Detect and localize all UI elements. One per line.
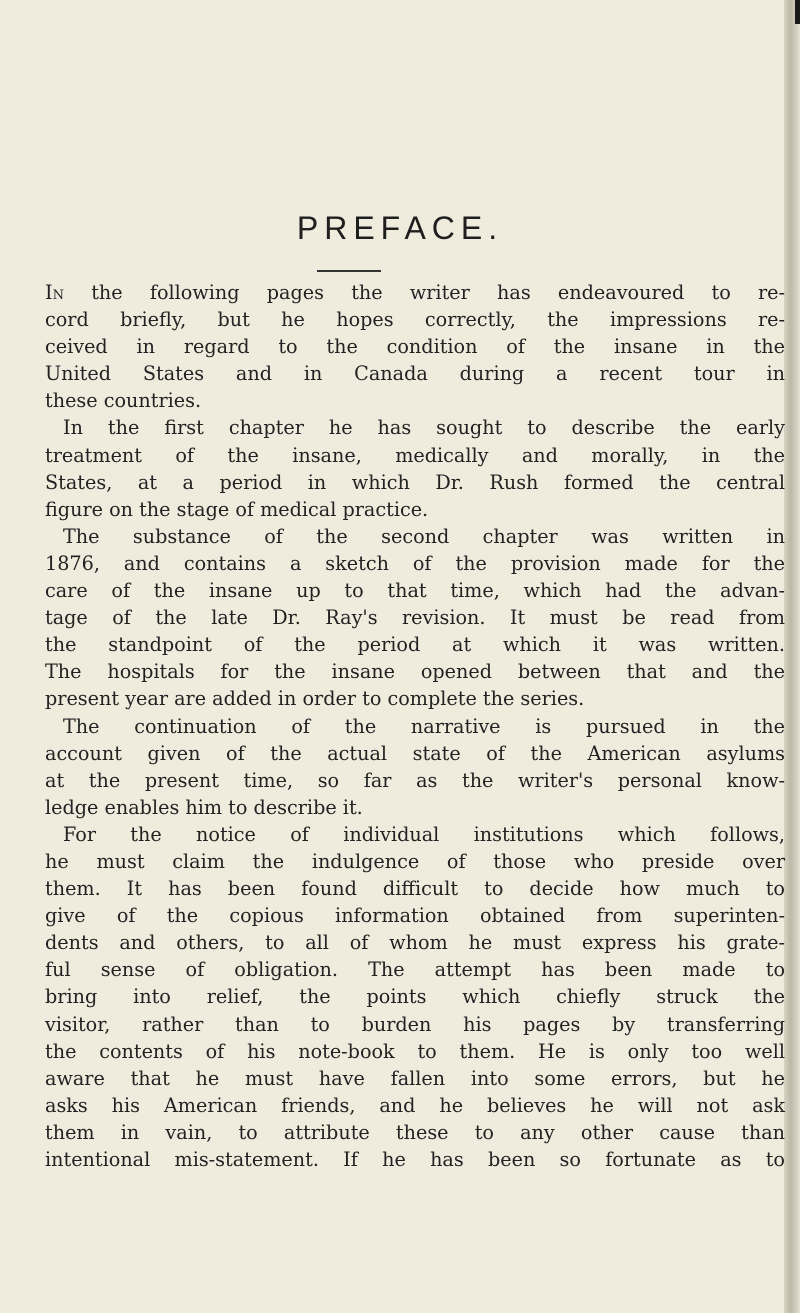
text-line: 1876, and contains a sketch of the provision made for the: [45, 551, 785, 575]
text-line: present year are added in order to complete the series.: [45, 687, 585, 711]
text-line: treatment of the insane, medically and morally, in the: [45, 443, 785, 467]
text-line: the contents of his note-book to them. He is only too well: [45, 1039, 785, 1063]
text-line: them. It has been found difficult to decide how much to: [45, 877, 785, 901]
text-line: aware that he must have fallen into some errors, but he: [45, 1066, 785, 1090]
text-line: dents and others, to all of whom he must express his grate-: [45, 931, 785, 955]
text-line: In the following pages the writer has endeavoured to re-: [45, 281, 785, 304]
preface-body: [45, 279, 785, 1173]
text-line: States, at a period in which Dr. Rush formed the central: [45, 470, 785, 494]
text-line: The hospitals for the insane opened between that and the: [45, 660, 785, 684]
text-line: ceived in regard to the condition of the insane in the: [45, 335, 785, 359]
text-line: these countries.: [45, 389, 202, 413]
text-line: cord briefly, but he hopes correctly, the impressions re-: [45, 308, 785, 332]
text-line: The continuation of the narrative is pursued in the: [63, 714, 785, 738]
text-line: at the present time, so far as the writer's personal know-: [45, 768, 785, 792]
text-line: he must claim the indulgence of those who preside over: [45, 849, 785, 873]
text-line: In the first chapter he has sought to describe the early: [63, 416, 785, 440]
text-line: give of the copious information obtained from superinten-: [45, 904, 785, 928]
page-edge: [784, 0, 800, 1313]
small-caps-opening: In: [45, 281, 64, 304]
text-line: care of the insane up to that time, which had the advan-: [45, 579, 785, 603]
page-heading: PREFACE.: [296, 210, 504, 246]
text-line: visitor, rather than to burden his pages by transferring: [45, 1012, 785, 1036]
text-line: ful sense of obligation. The attempt has been made to: [45, 958, 785, 982]
text-line: bring into relief, the points which chiefly struck the: [45, 985, 785, 1009]
text-line: tage of the late Dr. Ray's revision. It must be read from: [45, 606, 785, 630]
text-line: The substance of the second chapter was written in: [63, 524, 785, 548]
text-line: them in vain, to attribute these to any other cause than: [45, 1120, 785, 1144]
heading-rule: [317, 270, 381, 272]
text-line: account given of the actual state of the American asylums: [45, 741, 785, 765]
text-line: asks his American friends, and he believes he will not ask: [45, 1093, 785, 1117]
text-line: ledge enables him to describe it.: [45, 795, 363, 819]
text-line: the standpoint of the period at which it was written.: [45, 633, 785, 657]
page-edge-mark: [795, 0, 800, 24]
text-line: figure on the stage of medical practice.: [45, 497, 429, 521]
text-line: United States and in Canada during a recent tour in: [45, 362, 785, 386]
text-line: For the notice of individual institutions which follows,: [63, 822, 785, 846]
text-line: intentional mis-statement. If he has been so fortunate as to: [45, 1148, 785, 1171]
